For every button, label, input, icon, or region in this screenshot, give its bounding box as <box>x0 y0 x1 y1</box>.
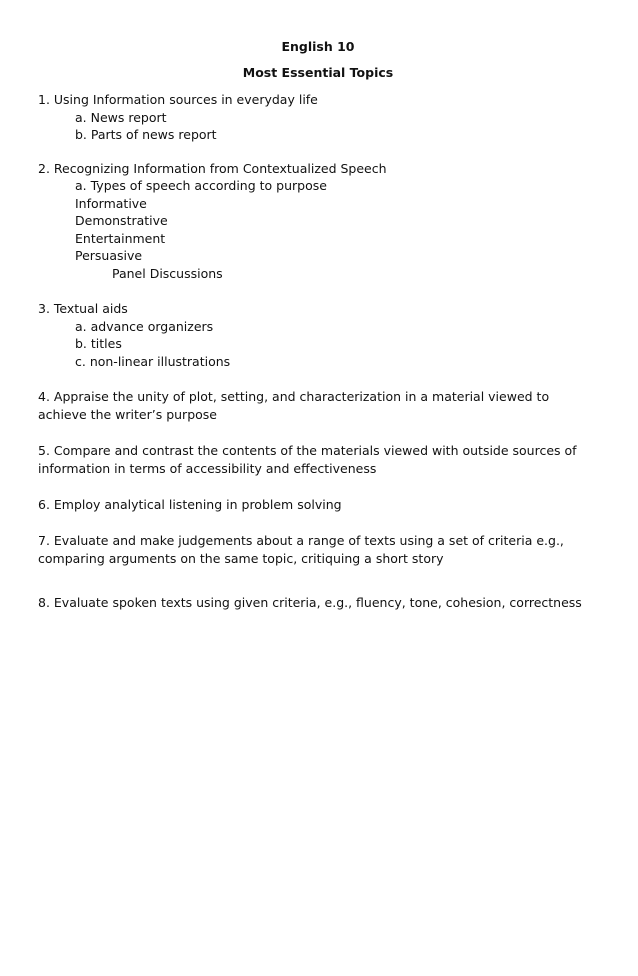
topic-3-item-c: c. non-linear illustrations <box>75 353 231 369</box>
topic-4: 4. Appraise the unity of plot, setting, and characterization in a material viewed to achieve the writer’s purpose <box>38 389 550 422</box>
topic-2-item-a: a. Types of speech according to purpose <box>75 178 327 193</box>
topic-6: 6. Employ analytical listening in problem solving <box>38 497 342 512</box>
topic-2-demonstrative: Demonstrative <box>75 213 168 228</box>
document-page <box>38 38 598 612</box>
topic-1-item-a: a. News report <box>75 109 167 125</box>
page-title: English 10 <box>281 39 355 54</box>
topic-2-panel-discussions: Panel Discussions <box>112 265 223 281</box>
topic-3-heading: 3. Textual aids <box>38 301 128 316</box>
topic-2-heading: 2. Recognizing Information from Contextualized Speech <box>38 160 387 176</box>
topic-7: 7. Evaluate and make judgements about a range of texts using a set of criteria e.g., comparing arguments on the same topic, critiquing a short story <box>38 533 564 566</box>
topic-2-persuasive: Persuasive <box>75 248 143 263</box>
topic-3 <box>38 300 598 370</box>
topic-1 <box>38 91 598 144</box>
topic-1-heading: 1. Using Information sources in everyday life <box>38 92 318 107</box>
topic-2-informative: Informative <box>75 195 147 211</box>
topic-3-item-a: a. advance organizers <box>75 318 214 334</box>
topic-2-entertainment: Entertainment <box>75 230 166 246</box>
topic-3-item-b: b. titles <box>75 336 122 351</box>
page-subtitle: Most Essential Topics <box>242 65 394 80</box>
topic-8: 8. Evaluate spoken texts using given criteria, e.g., fluency, tone, cohesion, correctness <box>38 595 582 610</box>
topic-5: 5. Compare and contrast the contents of the materials viewed with outside sources of information in terms of accessibility and effectiveness <box>38 443 577 476</box>
topic-1-item-b: b. Parts of news report <box>75 127 217 142</box>
topic-2 <box>38 160 598 283</box>
